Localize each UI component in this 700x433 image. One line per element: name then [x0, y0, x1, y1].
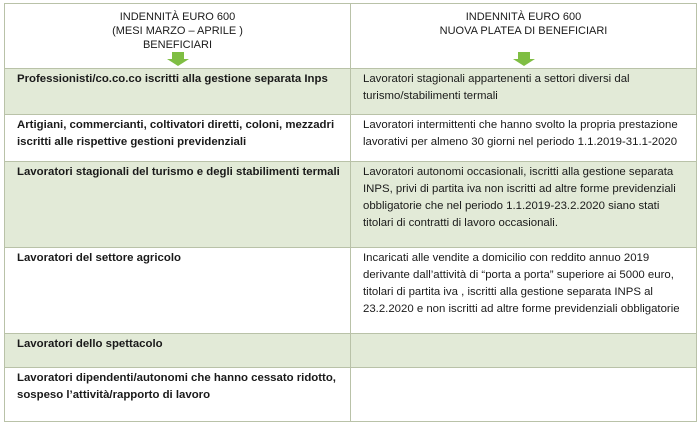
beneficiaries-table — [4, 3, 697, 422]
row-left-text: Lavoratori stagionali del turismo e degli stabilimenti termali — [17, 166, 340, 178]
row-right-cell — [351, 115, 697, 162]
row-left-cell — [5, 162, 351, 248]
row-right-text: Lavoratori stagionali appartenenti a settori diversi dal turismo/stabilimenti termali — [363, 73, 630, 102]
row-left-cell — [5, 248, 351, 334]
header-left-line1: INDENNITÀ EURO 600 — [119, 11, 236, 23]
table-row — [5, 248, 697, 334]
header-left — [5, 4, 351, 69]
row-right-cell — [351, 368, 697, 422]
row-right-cell — [351, 69, 697, 115]
row-left-text: Lavoratori dipendenti/autonomi che hanno cessato ridotto, sospeso l’attività/rapporto di lavoro — [17, 372, 336, 401]
row-left-cell — [5, 69, 351, 115]
row-left-cell — [5, 368, 351, 422]
row-left-cell — [5, 115, 351, 162]
header-right — [351, 4, 697, 69]
row-left-text: Professionisti/co.co.co iscritti alla gestione separata Inps — [17, 73, 328, 85]
row-right-cell — [351, 162, 697, 248]
table-row — [5, 368, 697, 422]
row-left-text: Artigiani, commercianti, coltivatori diretti, coloni, mezzadri iscritti alle rispettive gestioni previdenziali — [17, 119, 335, 148]
row-right-cell — [351, 248, 697, 334]
arrow-down-icon — [513, 52, 535, 66]
row-left-cell — [5, 334, 351, 368]
row-right-cell — [351, 334, 697, 368]
header-right-line2: NUOVA PLATEA DI BENEFICIARI — [439, 25, 608, 37]
row-right-text — [351, 334, 696, 336]
row-left-text: Lavoratori del settore agricolo — [17, 252, 181, 264]
table-row — [5, 334, 697, 368]
table-row — [5, 162, 697, 248]
header-left-line2: (MESI MARZO – APRILE ) — [112, 25, 243, 37]
row-right-text: Lavoratori intermittenti che hanno svolto la propria prestazione lavorativi per almeno 30 giorni nel periodo 1.1.2019-31.1-2020 — [363, 119, 678, 148]
header-left-line3: BENEFICIARI — [142, 39, 213, 51]
table-header-row — [5, 4, 697, 69]
row-left-text: Lavoratori dello spettacolo — [17, 338, 163, 350]
row-right-text: Lavoratori autonomi occasionali, iscritti alla gestione separata INPS, privi di partita iva non iscritti ad altre forme previdenziali obbligatorie che nel periodo 1.1.2019-23.2.2020 siano stati titolari di contratti di lavoro occasionali. — [363, 166, 676, 229]
arrow-down-icon — [167, 52, 189, 66]
table-row — [5, 69, 697, 115]
table-row — [5, 115, 697, 162]
row-right-text: Incaricati alle vendite a domicilio con reddito annuo 2019 derivante dall’attività di “porta a porta” superiore ai 5000 euro, titolari di partita iva , iscritti alla gestione separata INPS al 23.2.2020 e non iscritti ad altre forme previdenziali obbligatorie — [363, 252, 680, 315]
row-right-text — [351, 368, 696, 370]
header-right-line1: INDENNITÀ EURO 600 — [465, 11, 582, 23]
